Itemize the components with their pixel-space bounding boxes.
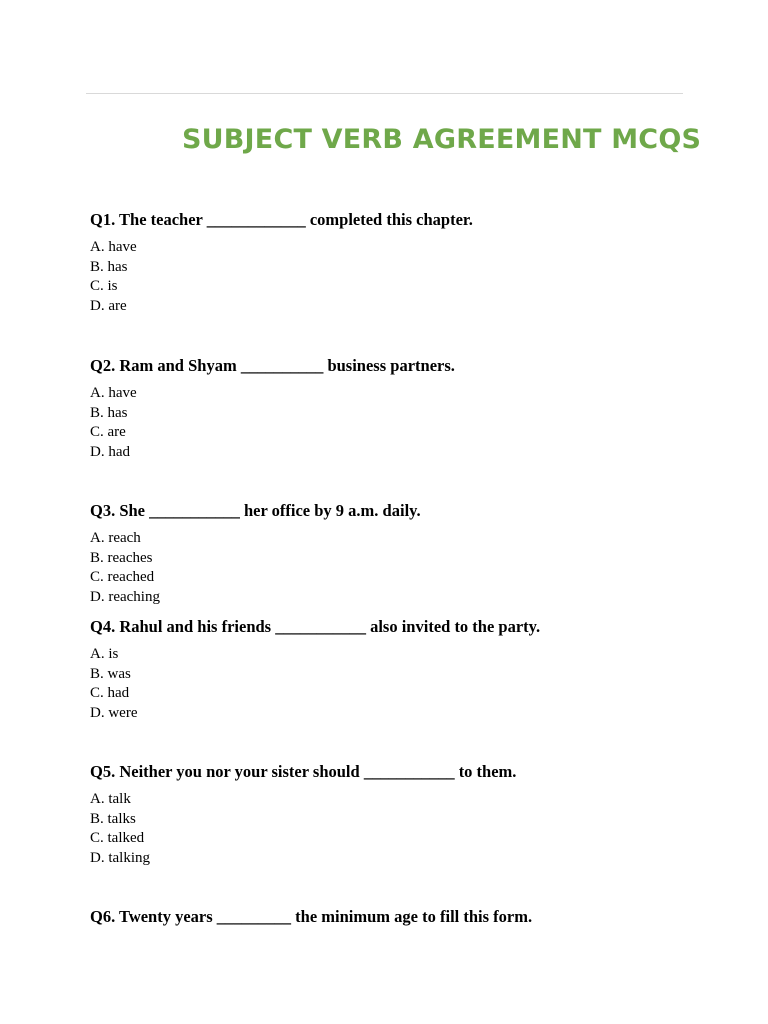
option-list [90,645,730,723]
option-b: B. was [90,665,131,682]
option-a: A. have [90,385,137,401]
option-a: A. is [90,646,119,662]
question-6 [90,907,730,927]
option-b: B. reaches [90,549,153,566]
header-divider [86,93,683,94]
question-text: Q4. Rahul and his friends ___________ also invited to the party. [90,617,541,636]
option-c: C. talked [90,830,145,846]
question-2 [90,356,730,462]
question-text: Q2. Ram and Shyam __________ business partners. [90,356,455,375]
option-a: A. have [90,239,137,255]
question-text: Q1. The teacher ____________ completed this chapter. [90,210,473,229]
option-a: A. talk [90,791,131,807]
option-list [90,790,730,868]
question-3 [90,501,730,607]
option-c: C. had [90,685,130,701]
question-text: Q3. She ___________ her office by 9 a.m. daily. [90,501,421,520]
option-list [90,238,730,316]
question-text: Q6. Twenty years _________ the minimum age to fill this form. [90,907,533,926]
option-b: B. has [90,404,128,421]
option-b: B. talks [90,810,136,827]
option-list [90,529,730,607]
question-text: Q5. Neither you nor your sister should ___________ to them. [90,762,517,781]
option-d: D. were [90,704,138,721]
question-5 [90,762,730,868]
option-c: C. is [90,278,118,294]
question-4 [90,617,730,723]
option-c: C. are [90,424,126,440]
option-list [90,384,730,462]
option-d: D. are [90,297,127,314]
option-c: C. reached [90,569,155,585]
page-title: SUBJECT VERB AGREEMENT MCQS [182,124,702,155]
option-b: B. has [90,258,128,275]
option-d: D. reaching [90,588,160,605]
question-1 [90,210,730,316]
option-d: D. talking [90,849,150,866]
option-a: A. reach [90,530,141,546]
option-d: D. had [90,443,130,460]
